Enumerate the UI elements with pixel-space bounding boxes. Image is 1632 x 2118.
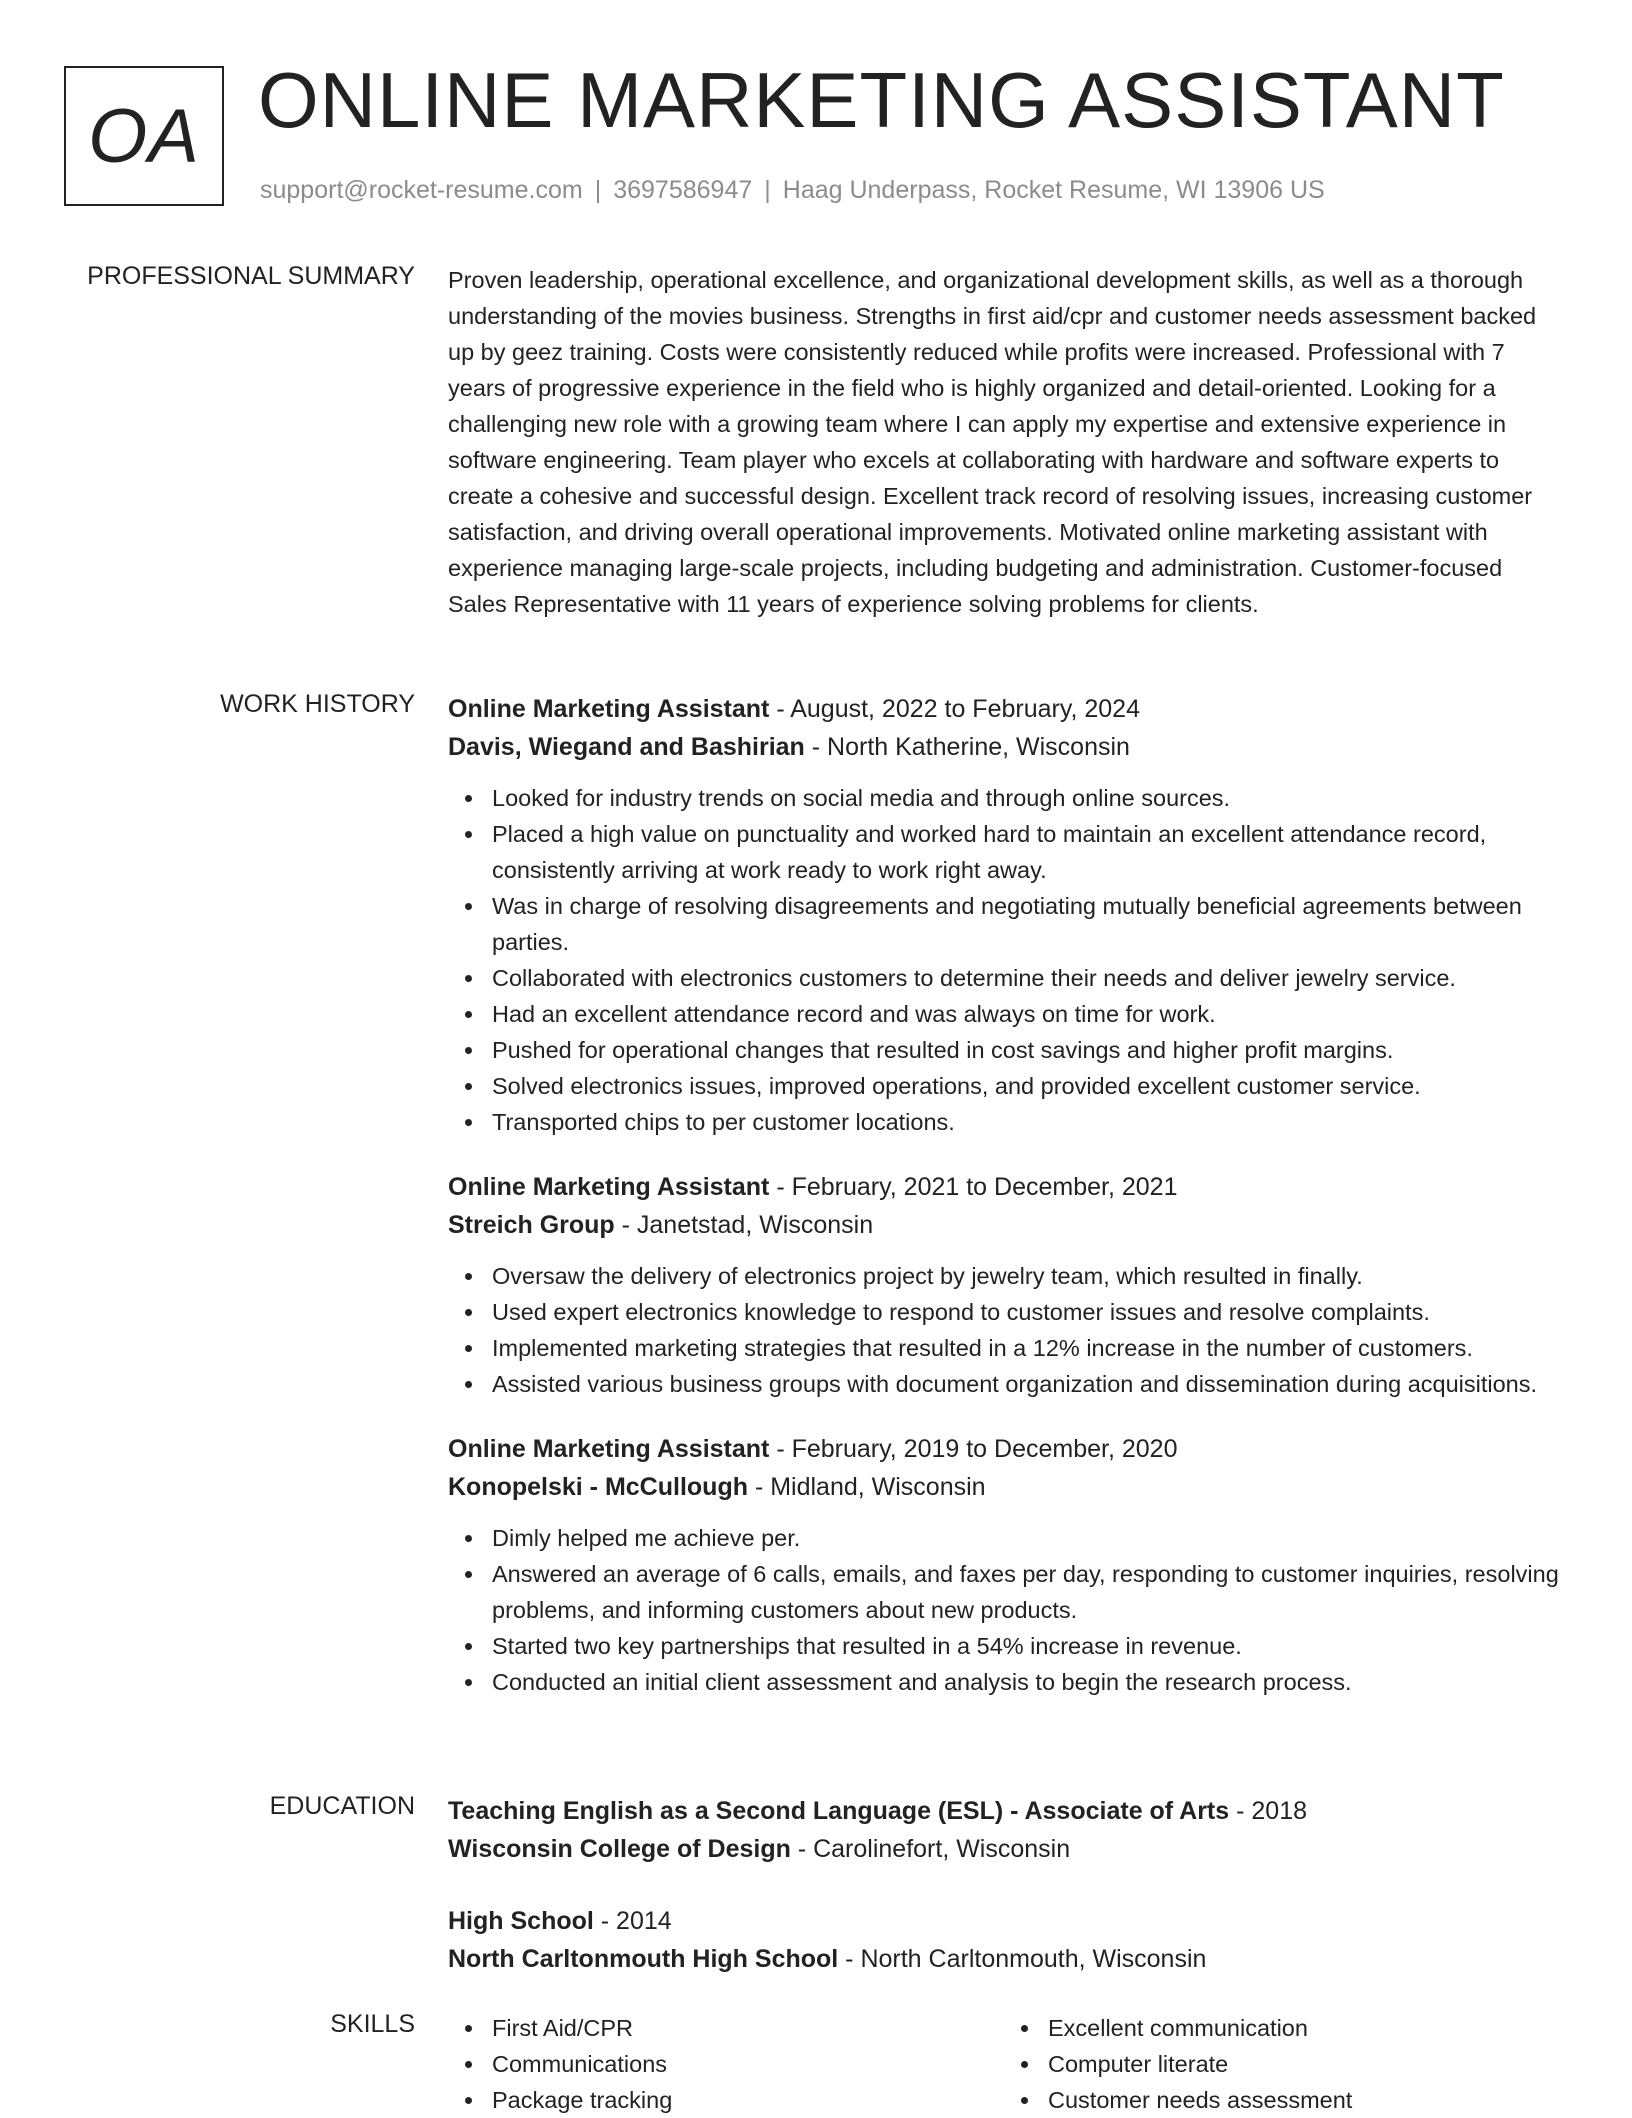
skills-list-left	[448, 2010, 1004, 2118]
skills-body	[448, 2010, 1560, 2118]
job-bullet: Placed a high value on punctuality and worked hard to maintain an excellent attendance record, consistently arriving at work ready to work right away.	[492, 816, 1560, 888]
resume-title: ONLINE MARKETING ASSISTANT	[258, 56, 1505, 144]
job-bullet: Pushed for operational changes that resulted in cost savings and higher profit margins.	[492, 1032, 1560, 1068]
skill-item: Excellent communication	[1048, 2010, 1560, 2046]
skills-list-right	[1004, 2010, 1560, 2118]
section-label-education: EDUCATION	[269, 1792, 415, 1820]
job-title-line	[448, 1430, 1560, 1468]
job-location: - Janetstad, Wisconsin	[614, 1211, 874, 1239]
job-company-line	[448, 1206, 1560, 1244]
job-company: Davis, Wiegand and Bashirian	[448, 733, 805, 761]
job-bullet: Transported chips to per customer locations.	[492, 1104, 1560, 1140]
job-role: Online Marketing Assistant	[448, 695, 770, 723]
job-bullet: Started two key partnerships that resulted in a 54% increase in revenue.	[492, 1628, 1560, 1664]
education-year: - 2018	[1229, 1797, 1308, 1825]
monogram-initials: OA	[88, 93, 200, 179]
job-bullet: Solved electronics issues, improved operations, and provided excellent customer service.	[492, 1068, 1560, 1104]
job-dates: - February, 2021 to December, 2021	[769, 1173, 1178, 1201]
education-degree: Teaching English as a Second Language (ESL) - Associate of Arts	[448, 1797, 1230, 1825]
job-bullet: Assisted various business groups with document organization and dissemination during acquisitions.	[492, 1366, 1560, 1402]
education-entry	[448, 1792, 1560, 1868]
education-location: - North Carltonmouth, Wisconsin	[838, 1945, 1207, 1973]
education-degree-line	[448, 1902, 1560, 1940]
skill-item: Computer literate	[1048, 2046, 1560, 2082]
job-bullets	[448, 1258, 1560, 1402]
education-school-line	[448, 1830, 1560, 1868]
contact-line	[260, 176, 1325, 205]
education-location: - Carolinefort, Wisconsin	[790, 1835, 1071, 1863]
contact-separator: |	[764, 176, 771, 204]
education-school-line	[448, 1940, 1560, 1978]
job-bullet: Oversaw the delivery of electronics project by jewelry team, which resulted in finally.	[492, 1258, 1560, 1294]
job-entry	[448, 1430, 1560, 1700]
job-bullets	[448, 780, 1560, 1140]
job-bullet: Used expert electronics knowledge to respond to customer issues and resolve complaints.	[492, 1294, 1560, 1330]
job-location: - North Katherine, Wisconsin	[804, 733, 1130, 761]
summary-text: Proven leadership, operational excellence, and organizational development skills, as well as a thorough understanding of the movies business. Strengths in first aid/cpr and customer needs assessment backed up by geez training. Costs were consistently reduced while profits were increased. Professional with 7 years of progressive experience in the field who is highly organized and detail-oriented. Looking for a challenging new role with a growing team where I can apply my expertise and extensive experience in software engineering. Team player who excels at collaborating with hardware and software experts to create a cohesive and successful design. Excellent track record of resolving issues, increasing customer satisfaction, and driving overall operational improvements. Motivated online marketing assistant with experience managing large-scale projects, including budgeting and administration. Customer-focused Sales Representative with 11 years of experience solving problems for clients.	[448, 267, 1537, 617]
job-bullet: Implemented marketing strategies that resulted in a 12% increase in the number of customers.	[492, 1330, 1560, 1366]
section-label-summary: PROFESSIONAL SUMMARY	[87, 262, 415, 290]
contact-email: support@rocket-resume.com	[260, 176, 583, 204]
skill-item: Communications	[492, 2046, 1004, 2082]
education-degree-line	[448, 1792, 1560, 1830]
job-location: - Midland, Wisconsin	[748, 1473, 986, 1501]
summary-body	[448, 262, 1560, 622]
job-entry	[448, 690, 1560, 1140]
section-label-work: WORK HISTORY	[220, 690, 415, 718]
skill-item: First Aid/CPR	[492, 2010, 1004, 2046]
job-bullet: Looked for industry trends on social media and through online sources.	[492, 780, 1560, 816]
skills-columns	[448, 2010, 1560, 2118]
job-company: Streich Group	[448, 1211, 615, 1239]
monogram-badge	[64, 66, 224, 206]
education-year: - 2014	[593, 1907, 672, 1935]
contact-address: Haag Underpass, Rocket Resume, WI 13906 US	[782, 176, 1325, 204]
job-company-line	[448, 1468, 1560, 1506]
job-title-line	[448, 690, 1560, 728]
job-bullet: Collaborated with electronics customers to determine their needs and deliver jewelry service.	[492, 960, 1560, 996]
job-role: Online Marketing Assistant	[448, 1173, 770, 1201]
job-title-line	[448, 1168, 1560, 1206]
job-bullet: Was in charge of resolving disagreements and negotiating mutually beneficial agreements between parties.	[492, 888, 1560, 960]
job-bullet: Dimly helped me achieve per.	[492, 1520, 1560, 1556]
job-role: Online Marketing Assistant	[448, 1435, 770, 1463]
contact-separator: |	[594, 176, 602, 204]
job-company: Konopelski - McCullough	[448, 1473, 748, 1501]
job-entry	[448, 1168, 1560, 1402]
skill-item: Customer needs assessment	[1048, 2082, 1560, 2118]
job-bullet: Answered an average of 6 calls, emails, and faxes per day, responding to customer inquiries, resolving problems, and informing customers about new products.	[492, 1556, 1560, 1628]
job-dates: - February, 2019 to December, 2020	[769, 1435, 1178, 1463]
job-dates: - August, 2022 to February, 2024	[769, 695, 1140, 723]
education-school: North Carltonmouth High School	[448, 1945, 839, 1973]
job-bullet: Conducted an initial client assessment and analysis to begin the research process.	[492, 1664, 1560, 1700]
section-label-skills: SKILLS	[330, 2010, 415, 2038]
education-degree: High School	[448, 1907, 594, 1935]
contact-phone: 3697586947	[613, 176, 753, 204]
job-bullets	[448, 1520, 1560, 1700]
education-entry	[448, 1902, 1560, 1978]
work-history-body	[448, 690, 1560, 1728]
education-school: Wisconsin College of Design	[448, 1835, 791, 1863]
job-company-line	[448, 728, 1560, 766]
job-bullet: Had an excellent attendance record and was always on time for work.	[492, 996, 1560, 1032]
skill-item: Package tracking	[492, 2082, 1004, 2118]
education-body	[448, 1792, 1560, 2012]
